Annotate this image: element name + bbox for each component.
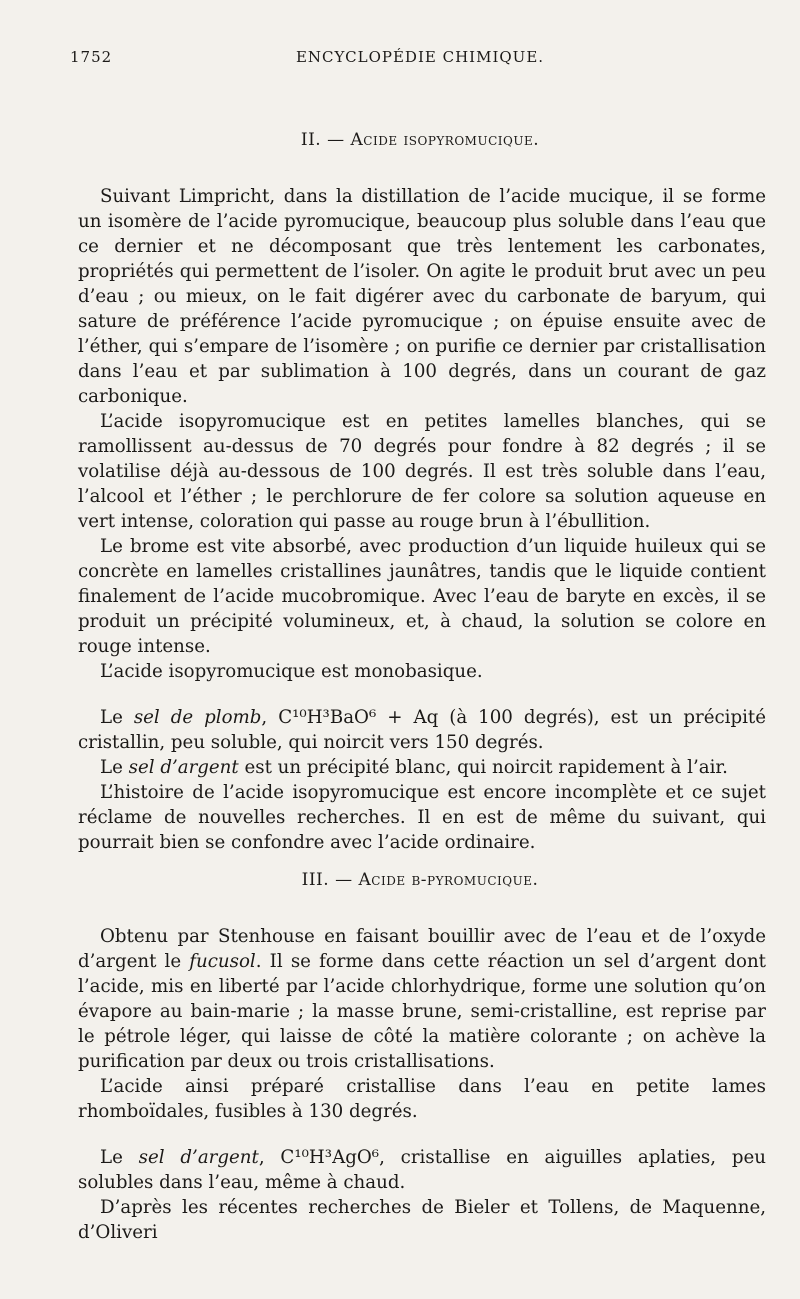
emphasis-term: sel de plomb <box>133 707 262 728</box>
text-run: , cristallise en aiguilles aplaties, peu solubles dans l’eau, même à chaud. <box>78 1147 766 1193</box>
page-number: 1752 <box>70 48 113 66</box>
chemical-formula: C¹⁰H³AgO⁶ <box>280 1147 380 1168</box>
running-title: ENCYCLOPÉDIE CHIMIQUE. <box>295 48 545 66</box>
text-run: Le <box>100 707 134 728</box>
emphasis-term: sel d’argent <box>128 757 239 778</box>
text-run: Obtenu par Stenhouse en faisant bouillir avec de l’eau et de l’oxyde d’argent le <box>78 926 766 972</box>
text-run: . Il se forme dans cette réaction un sel d’argent dont l’acide, mis en liberté par l’acide chlorhydrique, forme une solution qu’on évapore au bain-marie ; la masse brune, semi-cristalline, est reprise par le pétrole léger, qui laisse de côté la matière colorante ; on achève la purification par deux ou trois cristallisations. <box>78 951 766 1072</box>
emphasis-term: fucusol <box>189 951 256 972</box>
section-ii-body <box>78 184 766 855</box>
paragraph: L’acide isopyromucique est monobasique. <box>100 661 483 682</box>
text-run: Le <box>100 1147 139 1168</box>
chemical-formula: C¹⁰H³BaO⁶ + Aq <box>278 707 439 728</box>
paragraph: D’après les récentes recherches de Bieler et Tollens, de Maquenne, d’Oliveri <box>78 1197 766 1243</box>
paragraph: Suivant Limpricht, dans la distillation de l’acide mucique, il se forme un isomère de l’acide pyromucique, beaucoup plus soluble dans l’eau que ce dernier et ne décomposant que très lentement les carbonates, propriétés qui permettent de l’isoler. On agite le produit brut avec un peu d’eau ; ou mieux, on le fait digérer avec du carbonate de baryum, qui sature de préférence l’acide pyromucique ; on épuise ensuite avec de l’éther, qui s’empare de l’isomère ; on purifie ce dernier par cristallisation dans l’eau et par sublimation à 100 degrés, dans un courant de gaz carbonique. <box>78 186 766 407</box>
paragraph: Le sel d’argent, C¹⁰H³AgO⁶, cristallise en aiguilles aplaties, peu solubles dans l’eau, même à chaud. <box>78 1147 766 1193</box>
section-numeral: III. — <box>301 870 353 890</box>
emphasis-term: sel d’argent <box>138 1147 259 1168</box>
paragraph: L’acide ainsi préparé cristallise dans l’eau en petite lames rhomboïdales, fusibles à 130 degrés. <box>78 1076 766 1122</box>
paragraph: Le sel de plomb, C¹⁰H³BaO⁶ + Aq (à 100 degrés), est un précipité cristallin, peu soluble, qui noircit vers 150 degrés. <box>78 707 766 753</box>
paragraph <box>78 755 766 780</box>
text-run: Le <box>100 757 129 778</box>
paragraph: Le brome est vite absorbé, avec production d’un liquide huileux qui se concrète en lamelles cristallines jaunâtres, tandis que le liquide contient finalement de l’acide mucobromique. Avec l’eau de baryte en excès, il se produit un précipité volumineux, et, à chaud, la solution se colore en rouge intense. <box>78 536 766 657</box>
section-heading-ii <box>70 130 770 150</box>
section-iii-body <box>78 924 766 1245</box>
text-run: est un précipité blanc, qui noircit rapidement à l’air. <box>238 757 728 778</box>
paragraph: L’histoire de l’acide isopyromucique est encore incomplète et ce sujet réclame de nouvelles recherches. Il en est de même du suivant, qui pourrait bien se confondre avec l’acide ordinaire. <box>78 782 766 853</box>
section-heading-iii <box>70 870 770 890</box>
paragraph <box>78 924 766 1074</box>
section-title: Acide β-pyromucique. <box>358 870 539 890</box>
section-title: Acide isopyromucique. <box>350 130 540 150</box>
text-run: (à 100 degrés), est un précipité cristallin, peu soluble, qui noircit vers 150 degrés. <box>78 707 766 753</box>
page-header <box>70 48 770 72</box>
section-numeral: II. — <box>300 130 345 150</box>
paragraph: L’acide isopyromucique est en petites lamelles blanches, qui se ramollissent au-dessus de 70 degrés pour fondre à 82 degrés ; il se volatilise déjà au-dessous de 100 degrés. Il est très soluble dans l’eau, l’alcool et l’éther ; le perchlorure de fer colore sa solution aqueuse en vert intense, coloration qui passe au rouge brun à l’ébullition. <box>78 411 766 532</box>
